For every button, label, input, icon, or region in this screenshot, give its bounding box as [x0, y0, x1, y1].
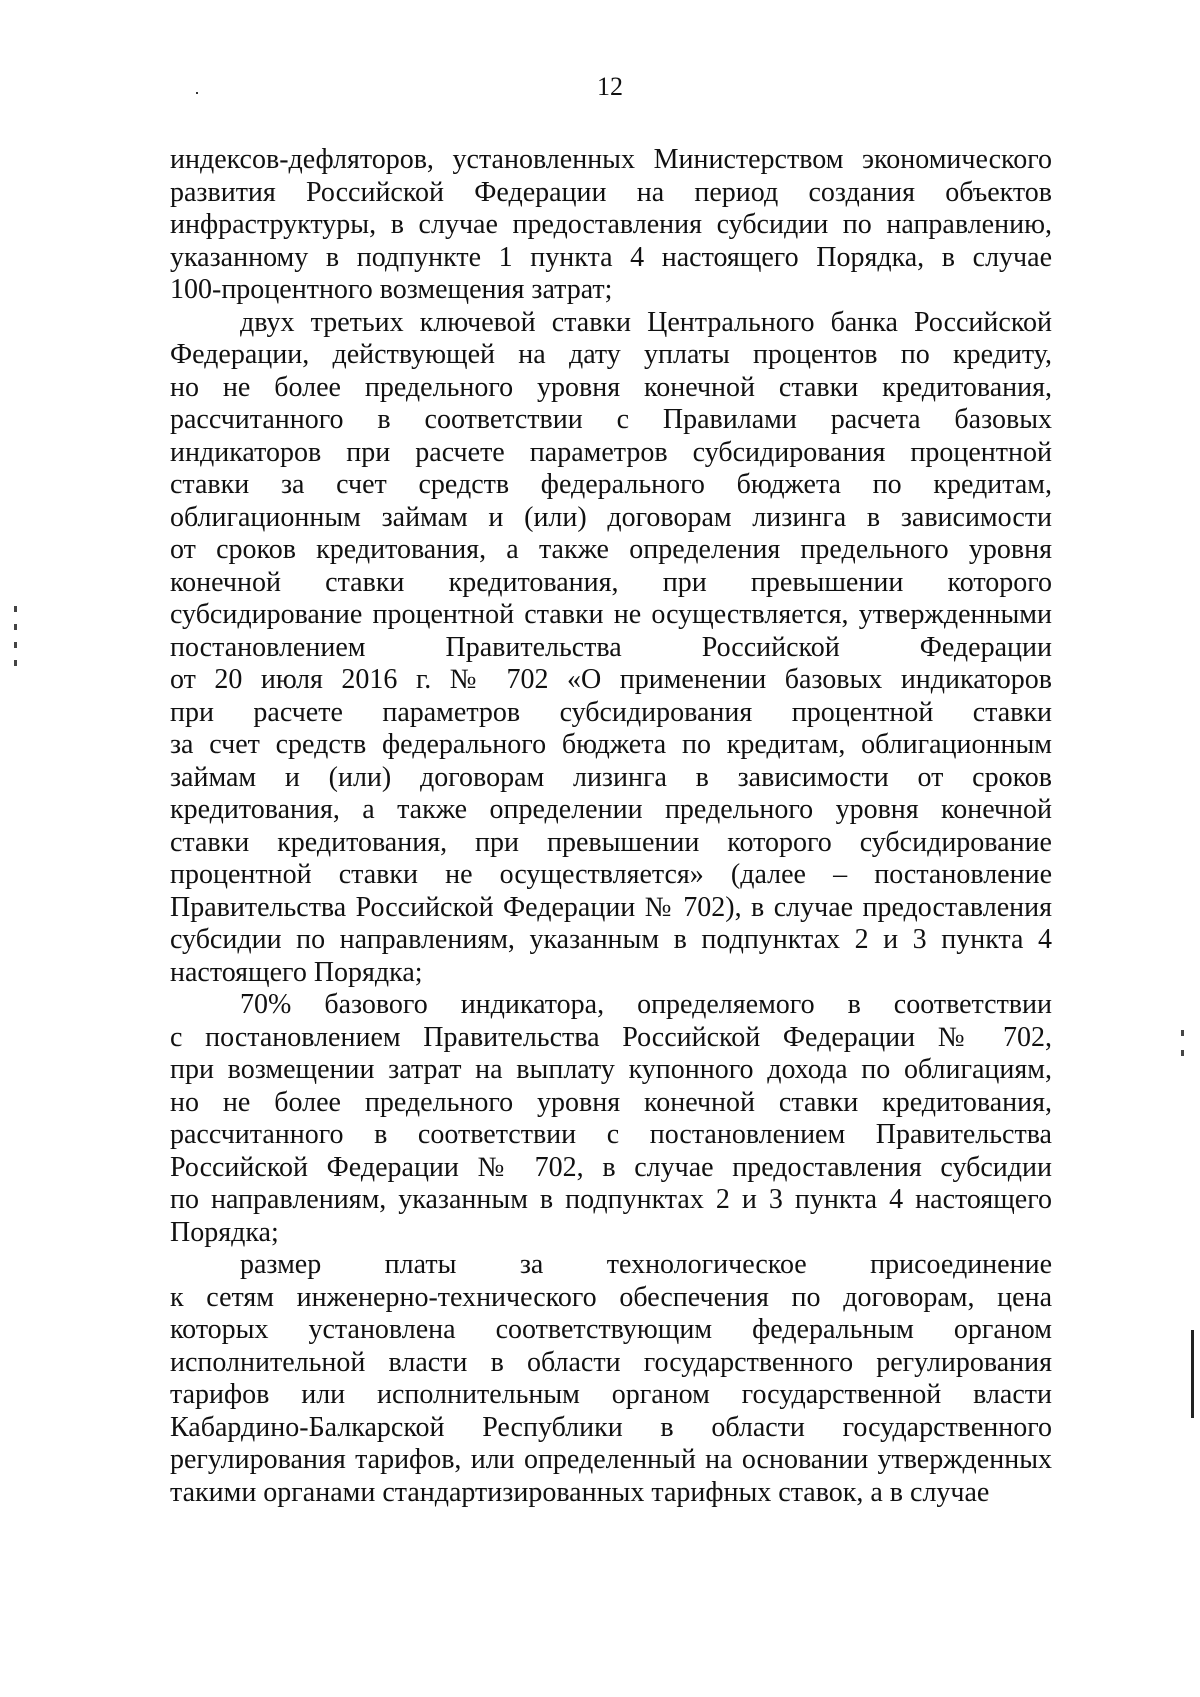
text-line: займам и (или) договорам лизинга в зависимости от сроков: [170, 761, 1052, 793]
text-line: от сроков кредитования, а также определения предельного уровня: [170, 534, 1052, 565]
text-line: рассчитанного в соответствии с постановлением Правительства: [170, 1119, 1052, 1150]
text-line: тарифов или исполнительным органом государственной власти: [170, 1379, 1052, 1410]
scan-mark: [1181, 1050, 1184, 1056]
scan-edge-line: [1191, 1330, 1194, 1418]
text-line: Федерации, действующей на дату уплаты процентов по кредиту,: [170, 339, 1052, 370]
text-line: Порядка;: [170, 1216, 279, 1248]
scan-mark: [1181, 1030, 1184, 1036]
text-line: по направлениям, указанным в подпунктах 2 и 3 пункта 4 настоящего: [170, 1184, 1052, 1215]
text-line: двух третьих ключевой ставки Центрального банка Российской: [240, 306, 1052, 338]
text-line: облигационным займам и (или) договорам лизинга в зависимости: [170, 501, 1052, 533]
page-number: 12: [597, 72, 623, 101]
text-line: указанному в подпункте 1 пункта 4 настоящего Порядка, в случае: [170, 241, 1052, 273]
scan-mark: [14, 606, 17, 612]
text-line: Правительства Российской Федерации № 702), в случае предоставления: [170, 891, 1052, 923]
text-line: но не более предельного уровня конечной ставки кредитования,: [170, 371, 1052, 403]
text-line: ставки за счет средств федерального бюджета по кредитам,: [170, 469, 1052, 500]
text-line: инфраструктуры, в случае предоставления субсидии по направлению,: [170, 209, 1052, 240]
document-body: [170, 144, 1052, 1509]
text-line: с постановлением Правительства Российской Федерации № 702,: [170, 1021, 1052, 1053]
paragraph: [170, 989, 1052, 1249]
text-line: процентной ставки не осуществляется» (далее – постановление: [170, 859, 1052, 890]
text-line: индикаторов при расчете параметров субсидирования процентной: [170, 436, 1052, 468]
text-line: кредитования, а также определении предельного уровня конечной: [170, 794, 1052, 825]
text-line: субсидии по направлениям, указанным в подпунктах 2 и 3 пункта 4: [170, 924, 1052, 955]
text-line: 100-процентного возмещения затрат;: [170, 274, 613, 305]
text-line: размер платы за технологическое присоединение: [240, 1249, 1052, 1280]
text-line: такими органами стандартизированных тарифных ставок, а в случае: [170, 1476, 990, 1508]
text-line: 70% базового индикатора, определяемого в соответствии: [240, 989, 1052, 1020]
text-line: при расчете параметров субсидирования процентной ставки: [170, 696, 1052, 728]
text-line: к сетям инженерно-технического обеспечения по договорам, цена: [170, 1281, 1052, 1313]
text-line: индексов-дефляторов, установленных Министерством экономического: [170, 144, 1052, 175]
text-line: конечной ставки кредитования, при превышении которого: [170, 566, 1052, 598]
text-line: исполнительной власти в области государственного регулирования: [170, 1346, 1052, 1378]
text-line: постановлением Правительства Российской Федерации: [170, 631, 1052, 663]
text-line: настоящего Порядка;: [170, 956, 423, 988]
scan-mark: [14, 660, 17, 666]
text-line: которых установлена соответствующим федеральным органом: [170, 1314, 1052, 1345]
scan-mark: [14, 642, 17, 648]
paragraph: [170, 144, 1052, 307]
scan-speck: [196, 92, 198, 94]
scan-mark: [14, 624, 17, 630]
text-line: рассчитанного в соответствии с Правилами расчета базовых: [170, 404, 1052, 435]
text-line: но не более предельного уровня конечной ставки кредитования,: [170, 1086, 1052, 1118]
text-line: при возмещении затрат на выплату купонного дохода по облигациям,: [170, 1054, 1052, 1085]
text-line: Кабардино-Балкарской Республики в области государственного: [170, 1411, 1052, 1443]
text-line: от 20 июля 2016 г. № 702 «О применении базовых индикаторов: [170, 664, 1052, 695]
text-line: развития Российской Федерации на период создания объектов: [170, 176, 1052, 208]
text-line: ставки кредитования, при превышении которого субсидирование: [170, 826, 1052, 858]
paragraph: [170, 1249, 1052, 1509]
text-line: Российской Федерации № 702, в случае предоставления субсидии: [170, 1151, 1052, 1183]
text-line: за счет средств федерального бюджета по кредитам, облигационным: [170, 729, 1052, 760]
paragraph: [170, 307, 1052, 990]
text-line: регулирования тарифов, или определенный на основании утвержденных: [170, 1444, 1052, 1475]
text-line: субсидирование процентной ставки не осуществляется, утвержденными: [170, 599, 1052, 630]
